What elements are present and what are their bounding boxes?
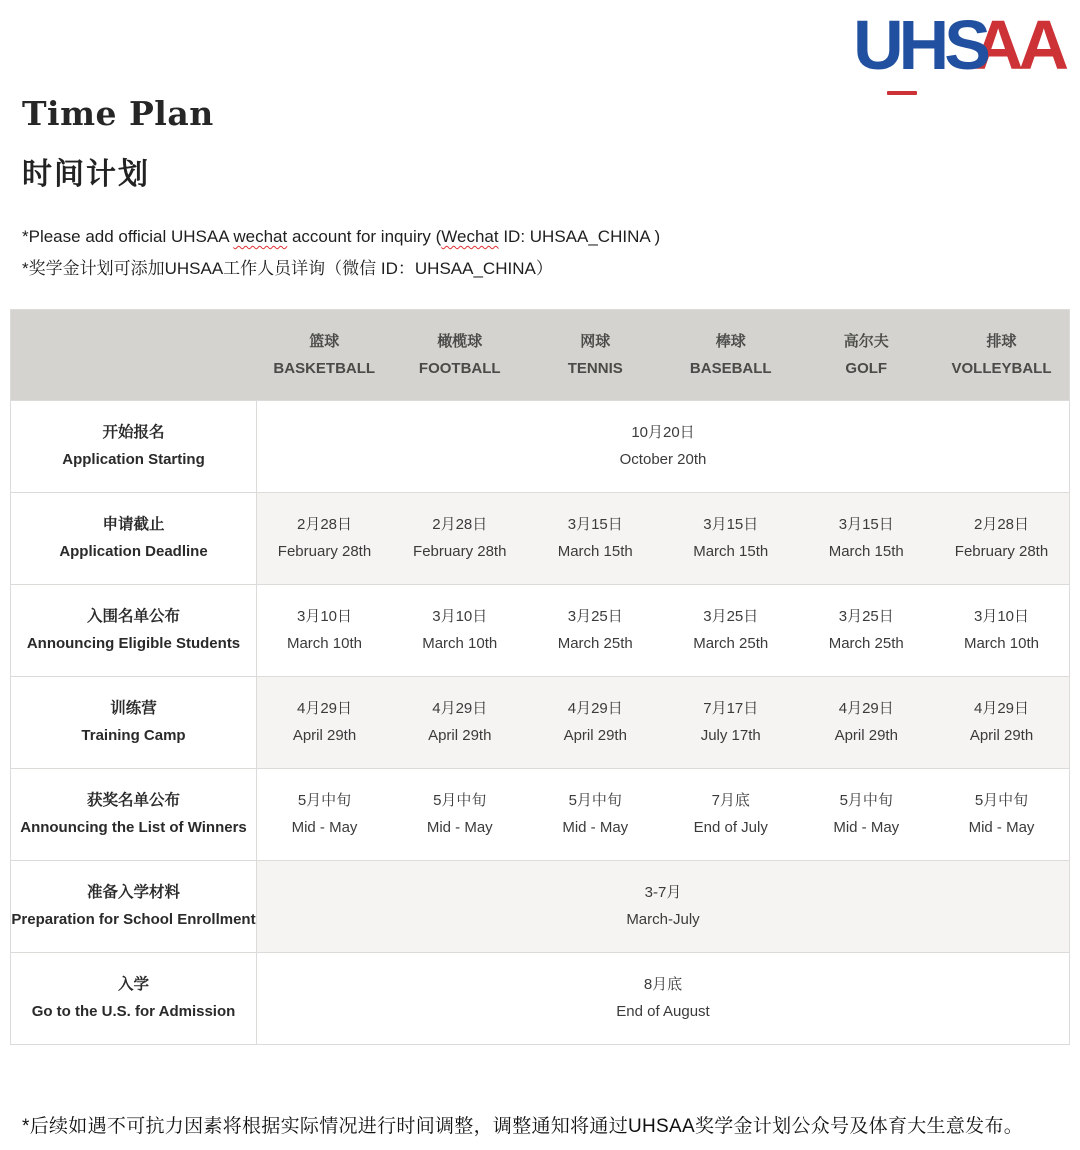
uhsaa-logo <box>853 6 1064 88</box>
cell-date-en: March 10th <box>286 635 363 652</box>
cell-date-en: April 29th <box>292 727 357 744</box>
column-header-volleyball <box>934 310 1070 401</box>
data-cell <box>799 769 935 861</box>
cell-date-en: July 17th <box>700 727 761 744</box>
footnote: *后续如遇不可抗力因素将根据实际情况进行时间调整，调整通知将通过UHSAA奖学金计划公众号及体育大生意发布。 <box>22 1116 1024 1137</box>
note-line-en-part1: *Please add official UHSAA <box>22 227 234 246</box>
row-label-zh: 申请截止 <box>102 516 165 533</box>
row-label <box>11 677 257 769</box>
data-cell <box>934 769 1070 861</box>
cell-date-zh: 2月28日 <box>432 516 488 533</box>
column-header-label-en: VOLLEYBALL <box>951 359 1052 377</box>
data-cell <box>934 493 1070 585</box>
cell-date-en: March 15th <box>693 543 769 560</box>
cell-date-zh: 3月25日 <box>567 608 623 625</box>
note-line-zh: *奖学金计划可添加UHSAA工作人员详询（微信 ID：UHSAA_CHINA） <box>22 259 553 278</box>
table-row <box>11 677 1070 769</box>
data-cell <box>528 769 664 861</box>
cell-date-zh: 4月29日 <box>973 700 1030 717</box>
data-cell <box>528 493 664 585</box>
cell-date-en: April 29th <box>834 727 898 744</box>
column-header-label-zh: 排球 <box>986 332 1017 350</box>
logo-row <box>0 0 1080 88</box>
note-line-en-part2: account for inquiry ( <box>287 227 442 246</box>
page-title: Time Plan <box>22 94 214 133</box>
cell-date-en: March 10th <box>422 635 498 652</box>
row-label <box>11 585 257 677</box>
table-row <box>11 585 1070 677</box>
note-line-en-part3: ID: UHSAA_CHINA ) <box>498 227 661 246</box>
column-header-baseball <box>663 310 799 401</box>
data-cell <box>257 585 393 677</box>
row-label-en: Announcing Eligible Students <box>26 635 241 652</box>
column-header-label-zh: 篮球 <box>309 332 340 350</box>
cell-date-zh: 4月29日 <box>432 700 488 717</box>
table-row <box>11 401 1070 493</box>
cell-date-zh: 2月28日 <box>296 516 353 533</box>
cell-date-zh: 4月29日 <box>838 700 894 717</box>
data-cell <box>392 769 528 861</box>
row-label-en: Application Starting <box>62 451 205 468</box>
row-label-zh: 开始报名 <box>102 424 165 441</box>
cell-date-zh: 3月10日 <box>973 608 1030 625</box>
column-header-label-en: BASEBALL <box>689 359 772 377</box>
data-cell <box>799 585 935 677</box>
cell-date-zh: 7月17日 <box>703 700 759 717</box>
corner-cell <box>11 310 257 401</box>
cell-date-zh: 5月中旬 <box>568 792 622 809</box>
note-wechat-word-2: Wechat <box>441 227 499 246</box>
logo-text-blue: UHS <box>853 6 986 84</box>
column-header-tennis <box>528 310 664 401</box>
cell-date-zh: 5月中旬 <box>433 792 487 809</box>
column-header-label-zh: 橄榄球 <box>437 332 483 350</box>
cell-date-zh: 3月25日 <box>703 608 759 625</box>
note-wechat-word: wechat <box>233 227 288 246</box>
data-cell <box>934 677 1070 769</box>
row-label <box>11 953 257 1045</box>
cell-date-en: February 28th <box>954 543 1049 560</box>
data-cell <box>392 585 528 677</box>
row-label-zh: 入学 <box>117 976 149 993</box>
row-label-en: Announcing the List of Winners <box>20 819 247 836</box>
note-line-en <box>22 221 1080 253</box>
data-cell <box>257 401 1070 493</box>
data-cell <box>934 585 1070 677</box>
cell-date-zh: 4月29日 <box>567 700 623 717</box>
cell-date-en: March 25th <box>557 635 633 652</box>
data-cell <box>663 769 799 861</box>
column-header-label-en: GOLF <box>845 359 888 377</box>
column-header-basketball <box>257 310 393 401</box>
column-header-football <box>392 310 528 401</box>
cell-date-zh: 10月20日 <box>631 424 695 441</box>
column-header-label-zh: 棒球 <box>715 332 746 350</box>
cell-date-en: March 10th <box>963 635 1040 652</box>
column-header-label-zh: 高尔夫 <box>843 332 889 350</box>
row-label <box>11 861 257 953</box>
row-label-en: Application Deadline <box>59 543 208 560</box>
table-row <box>11 493 1070 585</box>
row-label-en: Training Camp <box>81 727 186 744</box>
cell-date-zh: 3月15日 <box>838 516 894 533</box>
data-cell <box>392 677 528 769</box>
logo-red-underline <box>887 91 917 95</box>
notes <box>22 221 1080 285</box>
cell-date-en: March 15th <box>828 543 904 560</box>
cell-date-en: March 25th <box>828 635 904 652</box>
cell-date-en: April 29th <box>969 727 1034 744</box>
data-cell <box>663 677 799 769</box>
time-plan-table <box>10 309 1070 1045</box>
cell-date-en: February 28th <box>413 543 507 560</box>
cell-date-en: Mid - May <box>426 819 493 836</box>
cell-date-zh: 3月15日 <box>703 516 759 533</box>
data-cell <box>257 861 1070 953</box>
cell-date-en: Mid - May <box>968 819 1035 836</box>
cell-date-zh: 3月10日 <box>432 608 488 625</box>
table-body <box>11 401 1070 1045</box>
table-row <box>11 861 1070 953</box>
cell-date-zh: 8月底 <box>643 976 683 993</box>
cell-date-en: Mid - May <box>562 819 629 836</box>
table-row <box>11 953 1070 1045</box>
header-row <box>11 310 1070 401</box>
cell-date-en: April 29th <box>428 727 492 744</box>
cell-date-en: October 20th <box>619 451 707 468</box>
row-label-zh: 准备入学材料 <box>86 884 180 901</box>
cell-date-zh: 2月28日 <box>973 516 1030 533</box>
column-header-label-en: BASKETBALL <box>273 359 376 377</box>
cell-date-en: April 29th <box>563 727 627 744</box>
cell-date-en: March 15th <box>557 543 633 560</box>
data-cell <box>257 493 393 585</box>
row-label-zh: 入围名单公布 <box>86 608 180 625</box>
page-title-zh: 时间计划 <box>22 157 150 192</box>
row-label-en: Go to the U.S. for Admission <box>31 1003 236 1020</box>
table-row <box>11 769 1070 861</box>
row-label <box>11 401 257 493</box>
cell-date-en: Mid - May <box>833 819 900 836</box>
cell-date-en: End of August <box>616 1003 710 1020</box>
data-cell <box>257 677 393 769</box>
cell-date-en: February 28th <box>277 543 372 560</box>
cell-date-zh: 7月底 <box>711 792 750 809</box>
cell-date-zh: 3月25日 <box>838 608 894 625</box>
column-header-label-en: FOOTBALL <box>418 359 501 377</box>
row-label-zh: 获奖名单公布 <box>86 792 180 809</box>
cell-date-en: Mid - May <box>291 819 358 836</box>
cell-date-zh: 3月10日 <box>296 608 353 625</box>
data-cell <box>663 493 799 585</box>
row-label <box>11 493 257 585</box>
cell-date-en: March-July <box>626 911 700 928</box>
row-label-en: Preparation for School Enrollment <box>11 911 256 928</box>
data-cell <box>528 585 664 677</box>
logo-text-red: AA <box>972 6 1064 84</box>
cell-date-en: March 25th <box>693 635 769 652</box>
data-cell <box>799 677 935 769</box>
cell-date-zh: 3-7月 <box>644 884 682 901</box>
data-cell <box>663 585 799 677</box>
cell-date-zh: 4月29日 <box>296 700 353 717</box>
cell-date-en: End of July <box>693 819 768 836</box>
data-cell <box>392 493 528 585</box>
cell-date-zh: 5月中旬 <box>839 792 893 809</box>
cell-date-zh: 5月中旬 <box>297 792 352 809</box>
data-cell <box>799 493 935 585</box>
row-label-zh: 训练营 <box>110 700 157 717</box>
cell-date-zh: 3月15日 <box>567 516 623 533</box>
column-header-label-en: TENNIS <box>567 359 623 377</box>
data-cell <box>257 769 393 861</box>
data-cell <box>257 953 1070 1045</box>
column-header-label-zh: 网球 <box>580 332 611 350</box>
column-header-golf <box>799 310 935 401</box>
data-cell <box>528 677 664 769</box>
row-label <box>11 769 257 861</box>
cell-date-zh: 5月中旬 <box>974 792 1029 809</box>
